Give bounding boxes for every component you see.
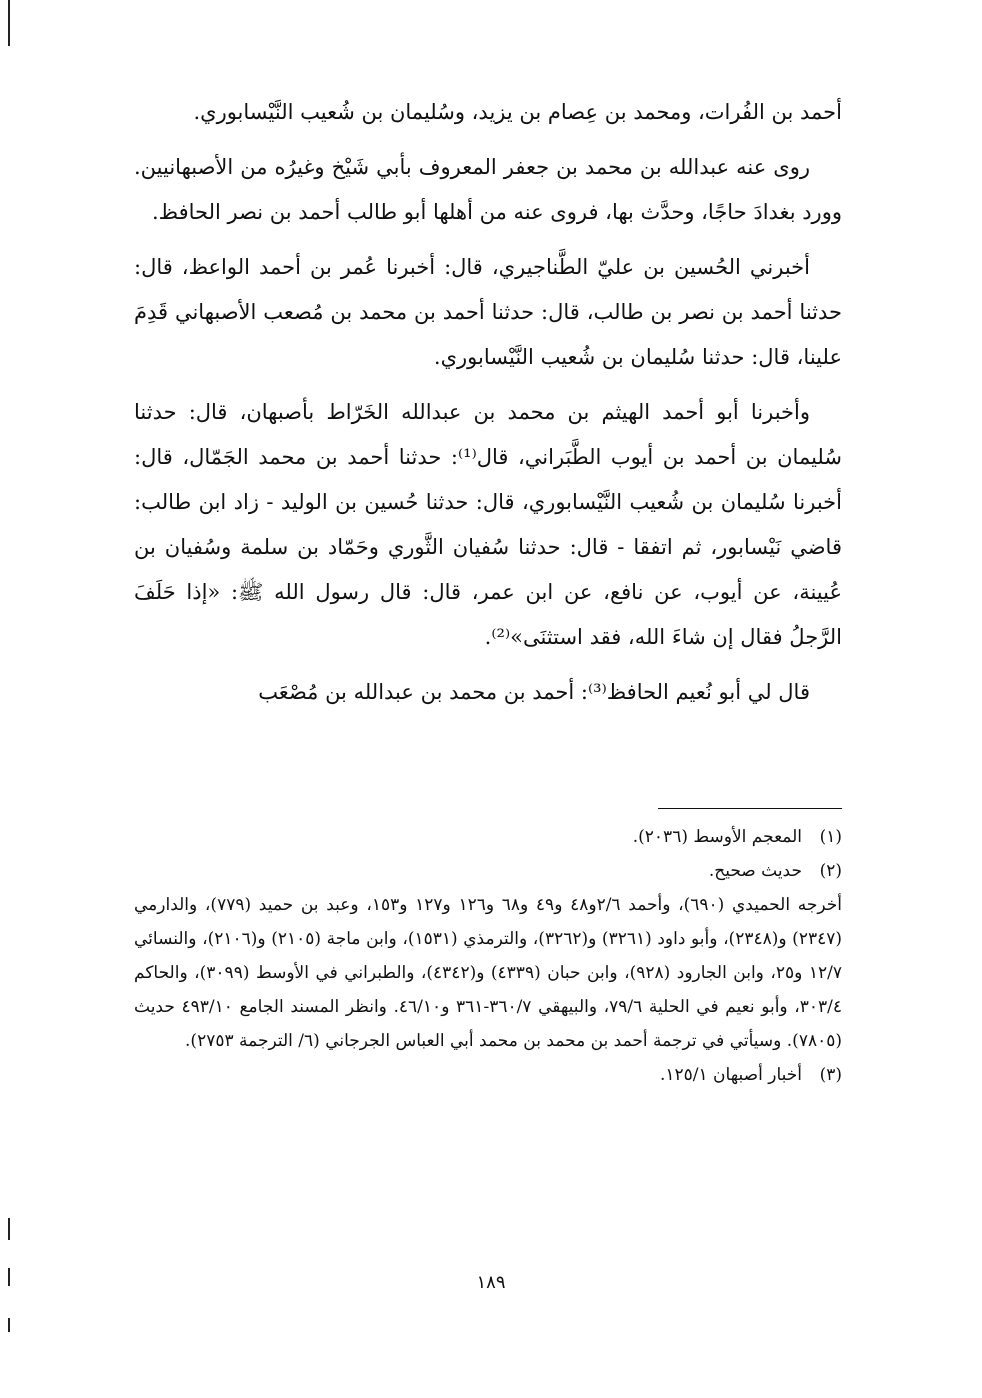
paragraph: أحمد بن الفُرات، ومحمد بن عِصام بن يزيد، وسُليمان بن شُعيب النَّيْسابوري. [193,100,842,124]
footnotes [134,820,842,1092]
footnote-text: أخرجه الحميدي (٦٩٠)، وأحمد ٢/٦و٤٨ و٤٩ و٦٨ و١٢٦ و١٢٧ و١٥٣، وعبد بن حميد (٧٧٩)، والدارمي (٢٣٤٧) و(٢٣٤٨)، وأبو داود (٣٢٦١) و(٣٢٦٢)، والترمذي (١٥٣١)، وابن ماجة (٢١٠٥) و(٢١٠٦)، والنسائي ١٢/٧ و٢٥، وابن الجارود (٩٢٨)، وابن حبان (٤٣٣٩) و(٤٣٤٢)، والطبراني في الأوسط (٣٠٩٩)، والحاكم ٣٠٣/٤، وأبو نعيم في الحلية ٧٩/٦، والبيهقي ٣٦٠/٧-٣٦١ و٤٦/١٠. وانظر المسند الجامع ٤٩٣/١٠ حديث (٧٨٠٥). وسيأتي في ترجمة أحمد بن محمد بن محمد أبي العباس الجرجاني (٦/ الترجمة ٢٧٥٣). [134,895,843,1051]
footnote-number: (٢) [819,861,842,881]
footnote-text: أخبار أصبهان ١٢٥/١. [659,1065,802,1085]
footnote [134,854,842,888]
footnote-number: (١) [819,827,842,847]
main-text [134,90,842,725]
footnote [134,1058,842,1092]
paragraph: أخبرني الحُسين بن عليّ الطَّناجيري، قال: أخبرنا عُمر بن أحمد الواعظ، قال: حدثنا أحمد بن نصر بن طالب، قال: حدثنا أحمد بن محمد بن مُصعب الأصبهاني قَدِمَ علينا، قال: حدثنا سُليمان بن شُعيب النَّيْسابوري. [134,255,842,369]
paragraph: وأخبرنا أبو أحمد الهيثم بن محمد بن عبدالله الخَرّاط بأصبهان، قال: حدثنا سُليمان بن أحمد بن أيوب الطَّبَراني، قال⁽¹⁾: حدثنا أحمد بن محمد الجَمّال، قال: أخبرنا سُليمان بن شُعيب النَّيْسابوري، قال: حدثنا حُسين بن الوليد - زاد ابن طالب: قاضي نَيْسابور، ثم اتفقا - قال: حدثنا سُفيان الثَّوري وحَمّاد بن سلمة وسُفيان بن عُيينة، عن أيوب، عن نافع، عن ابن عمر، قال: قال رسول الله ﷺ: «إذا حَلَفَ الرَّجلُ فقال إن شاءَ الله، فقد استثنَى»⁽²⁾. [134,400,842,649]
footnote-text: المعجم الأوسط (٢٠٣٦). [632,827,802,847]
footnote-number: (٣) [819,1065,842,1085]
binding-mark [8,0,10,46]
paragraph: روى عنه عبدالله بن محمد بن جعفر المعروف بأبي شَيْخ وغيرُه من الأصبهانيين. وورد بغدادَ حاجًا، وحدَّث بها، فروى عنه من أهلها أبو طالب أحمد بن نصر الحافظ. [134,155,842,224]
page-number: ١٨٩ [476,1272,506,1293]
footnote-text: حديث صحيح. [708,861,802,881]
paragraph: قال لي أبو نُعيم الحافظ⁽³⁾: أحمد بن محمد بن عبدالله بن مُصْعَب [258,680,810,704]
footnote [134,820,842,854]
binding-mark [8,1318,10,1332]
footnote-separator [658,808,842,809]
binding-mark [8,1218,10,1240]
